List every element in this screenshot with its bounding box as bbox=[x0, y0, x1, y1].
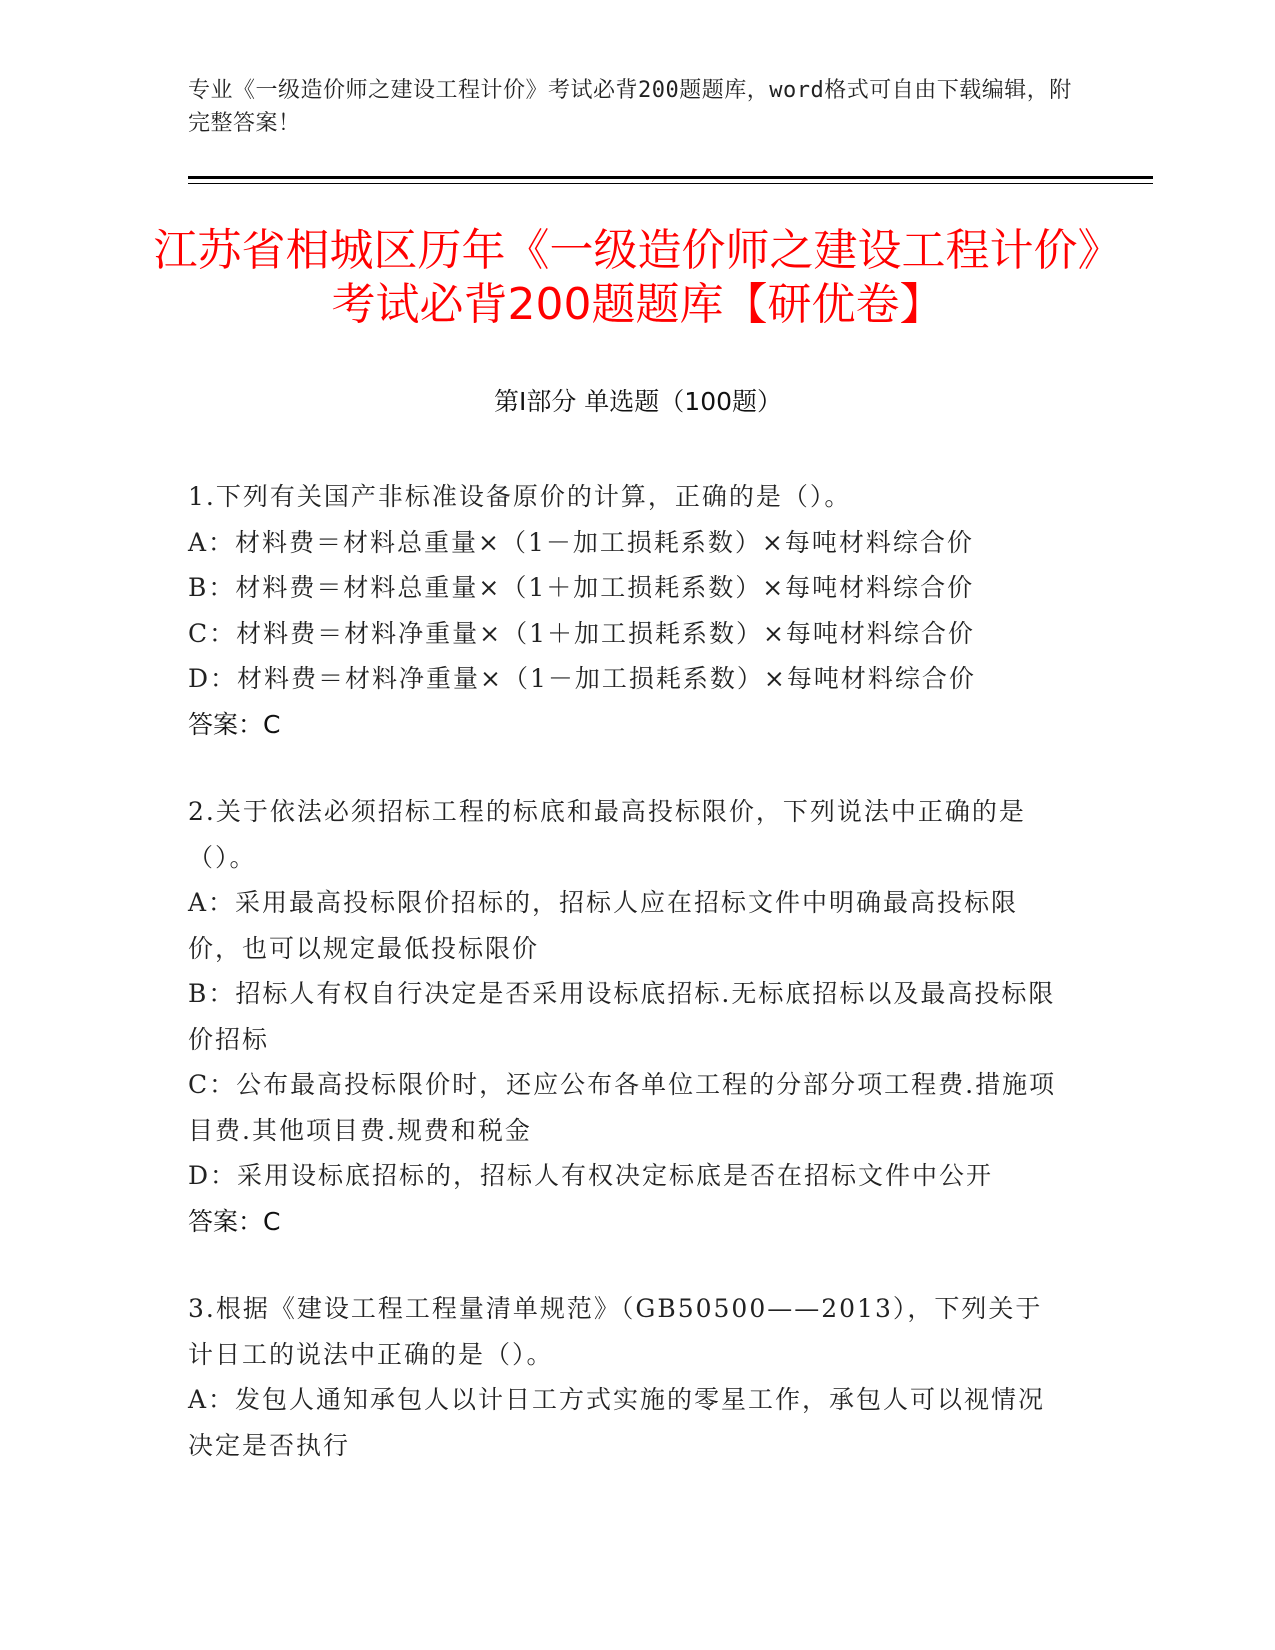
header-rule-thin bbox=[188, 183, 1153, 184]
option-c: C：公布最高投标限价时，还应公布各单位工程的分部分项工程费.措施项目费.其他项目费.规费和税金 bbox=[188, 1070, 1057, 1145]
section-heading: 第Ⅰ部分 单选题（100题） bbox=[493, 387, 783, 416]
option-c: C：材料费＝材料净重量×（1＋加工损耗系数）×每吨材料综合价 bbox=[188, 618, 975, 648]
option-d: D：采用设标底招标的，招标人有权决定标底是否在招标文件中公开 bbox=[188, 1161, 994, 1190]
option-a: A：发包人通知承包人以计日工方式实施的零星工作，承包人可以视情况决定是否执行 bbox=[188, 1385, 1046, 1460]
question-stem: 2.关于依法必须招标工程的标底和最高投标限价，下列说法中正确的是（）。 bbox=[188, 797, 1026, 872]
header-rule-thick bbox=[188, 176, 1153, 179]
question-stem: 1.下列有关国产非标准设备原价的计算，正确的是（）。 bbox=[188, 482, 852, 511]
question-3 bbox=[188, 1286, 1068, 1468]
answer-label: 答案：C bbox=[188, 1206, 281, 1236]
question-list bbox=[188, 474, 1068, 1510]
answer-label: 答案：C bbox=[188, 709, 281, 739]
question-1 bbox=[188, 474, 1068, 747]
question-stem: 3.根据《建设工程工程量清单规范》（GB50500——2013），下列关于计日工的说法中正确的是（）。 bbox=[188, 1294, 1043, 1369]
option-a: A：采用最高投标限价招标的，招标人应在招标文件中明确最高投标限价，也可以规定最低投标限价 bbox=[188, 888, 1019, 963]
header-note: 专业《一级造价师之建设工程计价》考试必背200题题库，word格式可自由下载编辑，附完整答案！ bbox=[188, 78, 1072, 136]
option-b: B：材料费＝材料总重量×（1＋加工损耗系数）×每吨材料综合价 bbox=[188, 573, 975, 602]
question-2 bbox=[188, 789, 1068, 1244]
option-d: D：材料费＝材料净重量×（1－加工损耗系数）×每吨材料综合价 bbox=[188, 664, 976, 693]
document-title: 江苏省相城区历年《一级造价师之建设工程计价》考试必背200题题库【研优卷】 bbox=[153, 225, 1122, 330]
option-a: A：材料费＝材料总重量×（1－加工损耗系数）×每吨材料综合价 bbox=[188, 527, 974, 557]
option-b: B：招标人有权自行决定是否采用设标底招标.无标底招标以及最高投标限价招标 bbox=[188, 979, 1056, 1054]
